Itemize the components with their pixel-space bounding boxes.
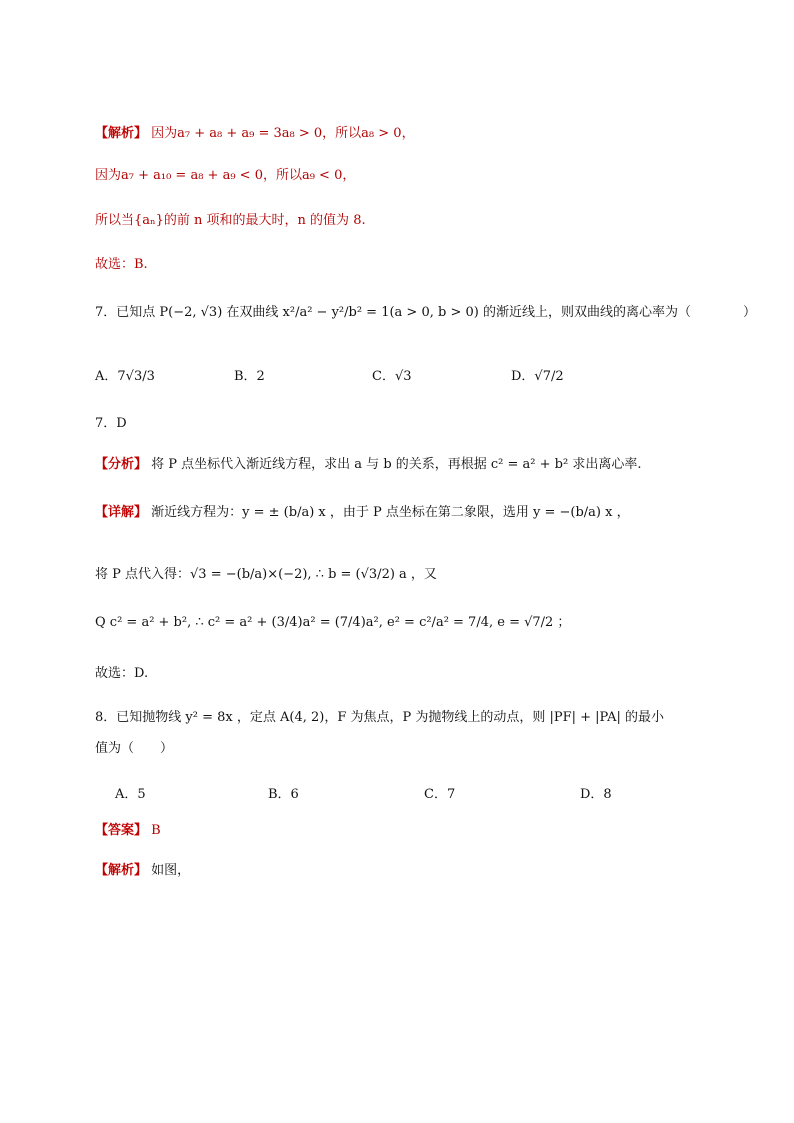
question-8-option-a: A．5 (115, 787, 146, 802)
question-8-analysis (95, 863, 190, 879)
question-7-option-d: D．√7/2 (511, 369, 564, 384)
analysis-tag: 【解析】 (95, 863, 148, 878)
question-8-option-b: B．6 (268, 787, 299, 802)
question-8-text-line-1: 8．已知抛物线 y² = 8x ，定点 A(4, 2)，F 为焦点，P 为抛物线上的动点，则 |PF| + |PA| 的最小 (95, 710, 665, 725)
question-7-answer: 7．D (95, 416, 127, 431)
question-7-detail (95, 505, 630, 521)
answer-text: B (151, 823, 161, 838)
question-7-option-b: B．2 (234, 369, 265, 384)
question-7-option-a: A．7√3/3 (95, 369, 155, 384)
detail-tag: 【详解】 (95, 505, 148, 520)
question-8-option-c: C．7 (424, 787, 456, 802)
question-8-text-line-2: 值为（ ） (95, 741, 174, 756)
analysis-tag: 【解析】 (95, 126, 148, 141)
answer-tag: 【答案】 (95, 823, 148, 838)
analysis-text: 将 P 点坐标代入渐近线方程，求出 a 与 b 的关系，再根据 c² = a² + b² 求出离心率. (151, 457, 642, 472)
question-7-analysis (95, 457, 641, 473)
analysis-line-1 (95, 126, 415, 142)
analysis-line-3: 所以当{aₙ}的前 n 项和的最大时，n 的值为 8. (95, 213, 366, 228)
analysis-tag: 【分析】 (95, 457, 148, 472)
question-8-answer (95, 823, 161, 839)
analysis-line-2: 因为a₇ + a₁₀ = a₈ + a₉ < 0，所以a₉ < 0， (95, 168, 356, 183)
question-7-step-1: 将 P 点代入得：√3 = −(b/a)×(−2), ∴ b = (√3/2) a ，又 (95, 567, 437, 582)
answer-choice-1: 故选：B. (95, 257, 148, 272)
answer-choice-7: 故选：D. (95, 666, 149, 681)
analysis-text: 因为a₇ + a₈ + a₉ = 3a₈ > 0，所以a₈ > 0， (151, 126, 415, 141)
question-7-text: 7．已知点 P(−2, √3) 在双曲线 x²/a² − y²/b² = 1(a > 0, b > 0) 的渐近线上，则双曲线的离心率为（ ） (95, 305, 756, 320)
analysis-text: 如图， (151, 863, 191, 878)
detail-text: 渐近线方程为：y = ± (b/a) x ，由于 P 点坐标在第二象限，选用 y = −(b/a) x ， (151, 505, 630, 520)
question-8-option-d: D．8 (580, 787, 612, 802)
question-7-step-2: Q c² = a² + b², ∴ c² = a² + (3/4)a² = (7/4)a², e² = c²/a² = 7/4, e = √7/2 ； (95, 615, 571, 630)
question-7-option-c: C．√3 (372, 369, 412, 384)
